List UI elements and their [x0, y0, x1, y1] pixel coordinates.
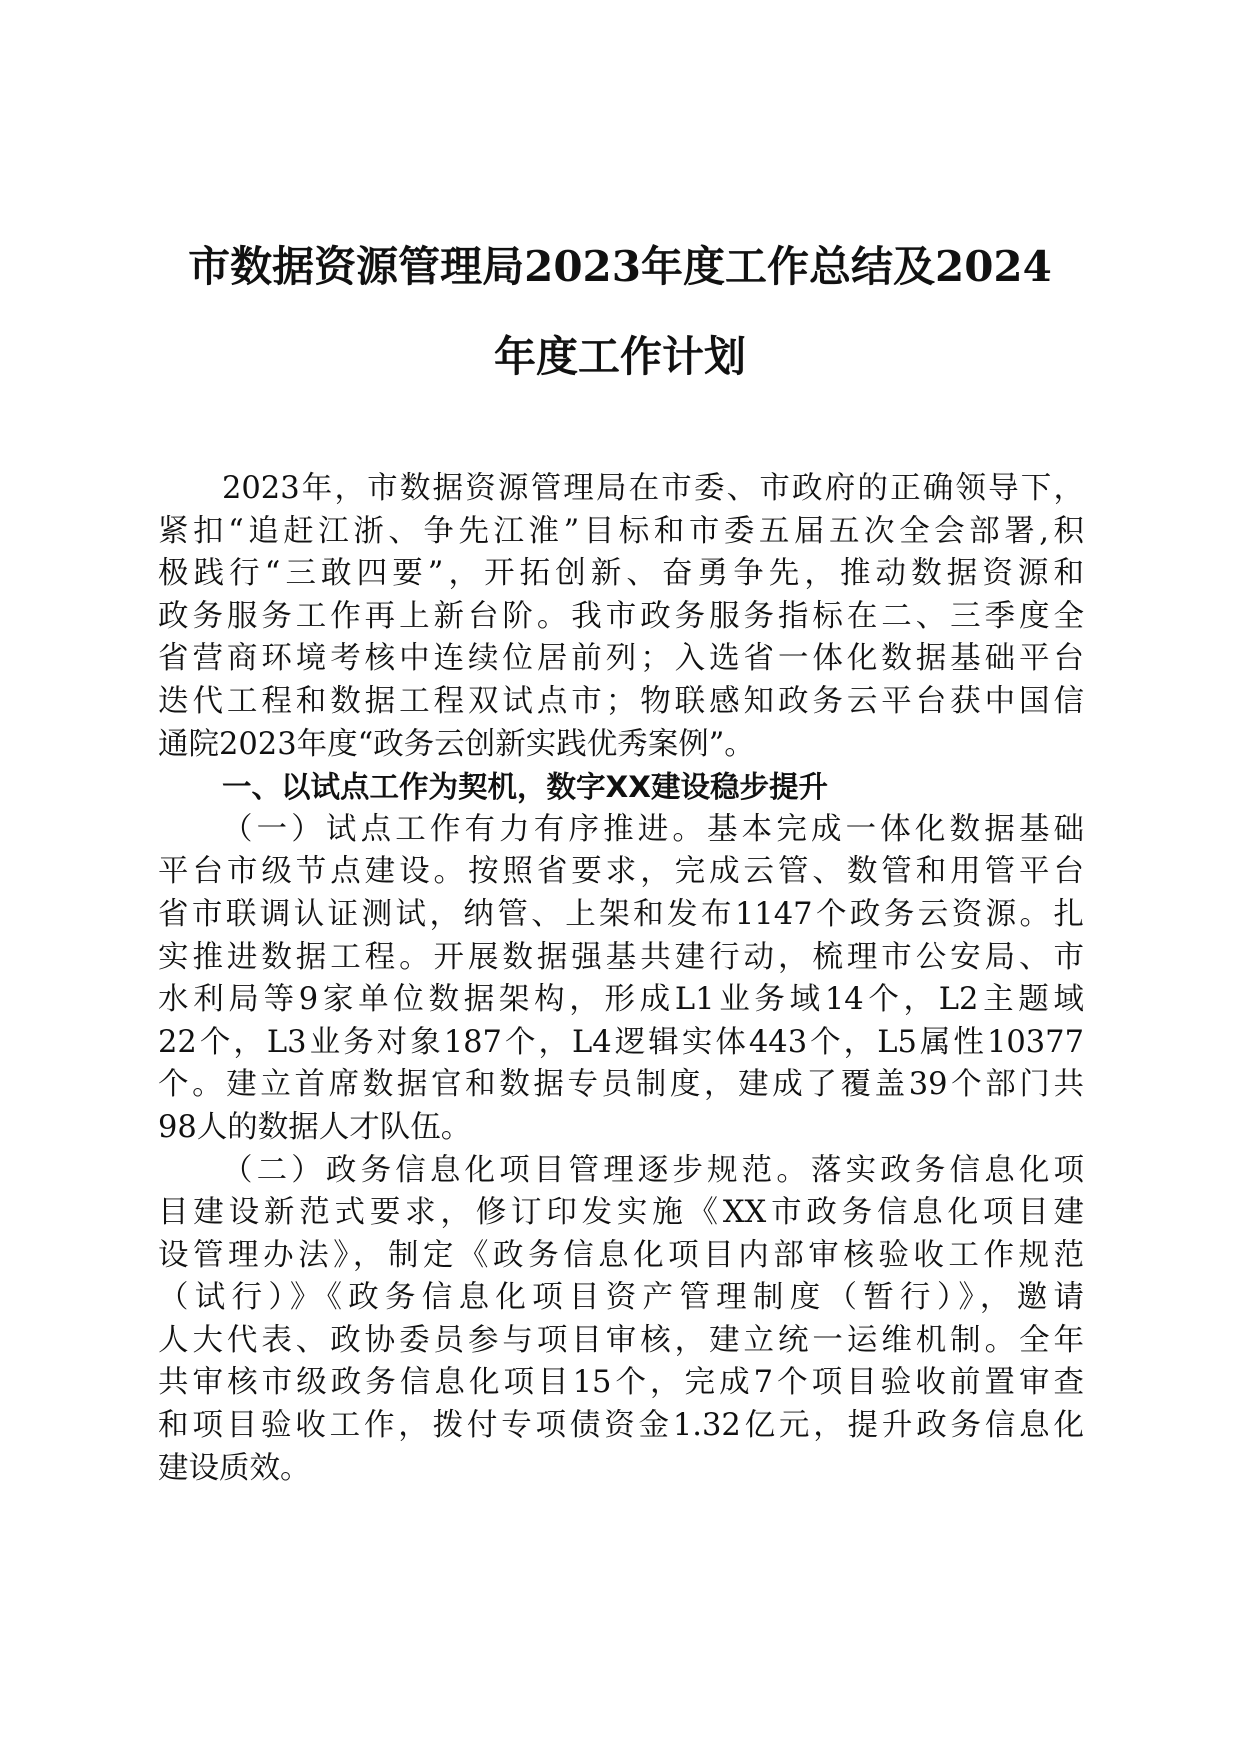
paragraph-line: 平台市级节点建设。按照省要求，完成云管、数管和用管平台 [158, 854, 1084, 890]
document-title [140, 222, 1100, 402]
paragraph-line: 目建设新范式要求，修订印发实施《XX市政务信息化项目建 [158, 1195, 1084, 1231]
section-heading-text: 一、以试点工作为契机，数字XX建设稳步提升 [222, 770, 828, 805]
paragraph-line: 共审核市级政务信息化项目15个，完成7个项目验收前置审查 [158, 1365, 1084, 1401]
section-heading [158, 766, 1084, 809]
intro-paragraph [158, 468, 1084, 766]
paragraph-line: 水利局等9家单位数据架构，形成L1业务域14个，L2主题域 [158, 982, 1084, 1018]
title-line: 市数据资源管理局2023年度工作总结及2024 [188, 242, 1052, 291]
paragraph-line: 个。建立首席数据官和数据专员制度，建成了覆盖39个部门共 [158, 1067, 1084, 1103]
paragraph-line: 极践行“三敢四要”，开拓创新、奋勇争先，推动数据资源和 [158, 556, 1084, 592]
paragraph-line: 人大代表、政协委员参与项目审核，建立统一运维机制。全年 [158, 1322, 1084, 1358]
paragraph-line: 省营商环境考核中连续位居前列；入选省一体化数据基础平台 [158, 641, 1084, 677]
paragraph-line: （一）试点工作有力有序推进。基本完成一体化数据基础 [222, 811, 1084, 847]
paragraph-line: 迭代工程和数据工程双试点市；物联感知政务云平台获中国信 [158, 683, 1084, 719]
paragraph-line: （试行）》《政务信息化项目资产管理制度（暂行）》，邀请 [158, 1280, 1084, 1316]
paragraph-line: 通院2023年度“政务云创新实践优秀案例”。 [158, 726, 755, 762]
paragraph-line: 建设质效。 [158, 1450, 311, 1486]
subsection-paragraph-it-projects [158, 1150, 1084, 1491]
paragraph-line: 和项目验收工作，拨付专项债资金1.32亿元，提升政务信息化 [158, 1408, 1084, 1444]
paragraph-line: 设管理办法》，制定《政务信息化项目内部审核验收工作规范 [158, 1237, 1084, 1273]
document-body [158, 468, 1084, 1490]
paragraph-line: 实推进数据工程。开展数据强基共建行动，梳理市公安局、市 [158, 939, 1084, 975]
subsection-paragraph-pilot-work [158, 809, 1084, 1150]
paragraph-line: 省市联调认证测试，纳管、上架和发布1147个政务云资源。扎 [158, 896, 1084, 932]
paragraph-line: 22个，L3业务对象187个，L4逻辑实体443个，L5属性10377 [158, 1024, 1084, 1060]
paragraph-line: （二）政务信息化项目管理逐步规范。落实政务信息化项 [222, 1152, 1084, 1188]
paragraph-line: 紧扣“追赶江浙、争先江淮”目标和市委五届五次全会部署,积 [158, 513, 1084, 549]
paragraph-line: 2023年，市数据资源管理局在市委、市政府的正确领导下， [222, 471, 1084, 506]
paragraph-line: 98人的数据人才队伍。 [158, 1109, 472, 1145]
title-line: 年度工作计划 [493, 332, 746, 381]
paragraph-line: 政务服务工作再上新台阶。我市政务服务指标在二、三季度全 [158, 598, 1084, 634]
